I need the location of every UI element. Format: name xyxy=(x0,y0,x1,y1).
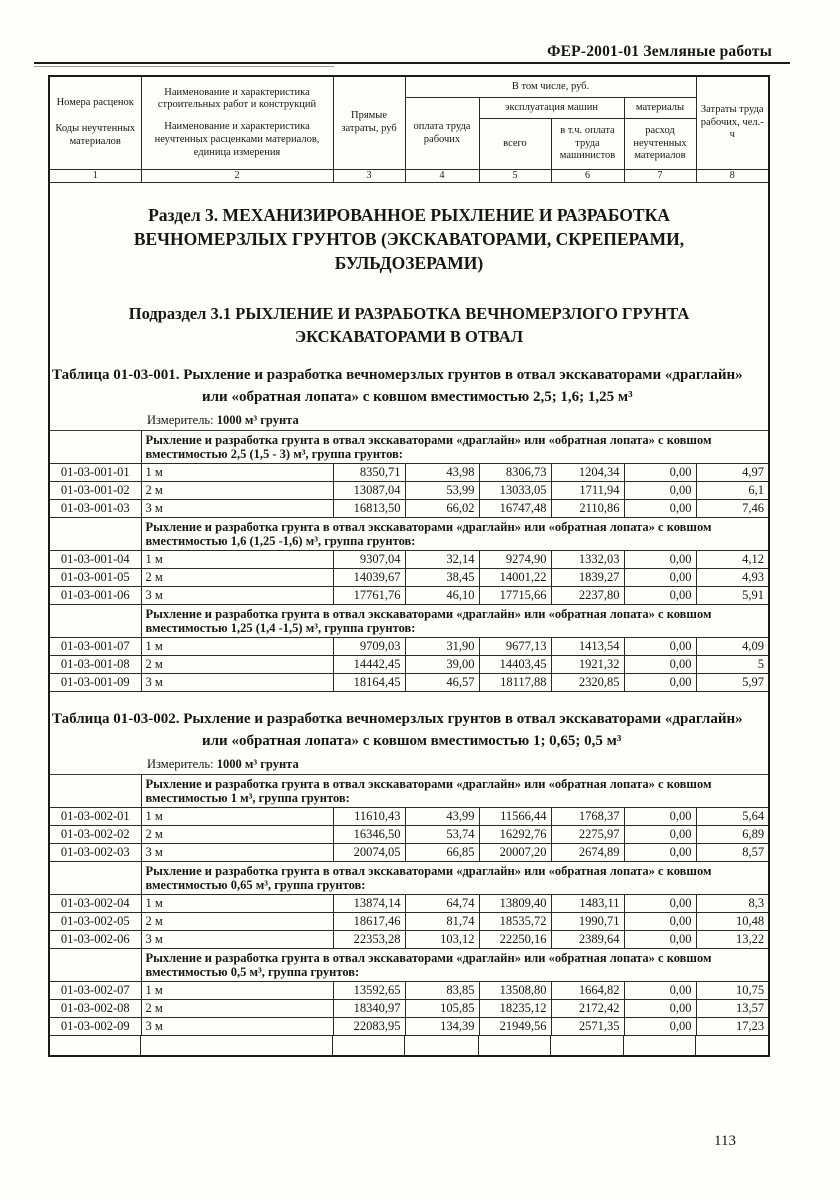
table-row xyxy=(50,999,768,1017)
empty-cell xyxy=(333,1036,405,1055)
rate-code: 01-03-001-03 xyxy=(50,499,141,517)
value-cell: 0,00 xyxy=(624,463,696,481)
empty-code-cell xyxy=(50,948,141,981)
value-cell: 0,00 xyxy=(624,481,696,499)
value-cell: 66,02 xyxy=(405,499,479,517)
row-name: 3 м xyxy=(141,673,333,691)
page-number: 113 xyxy=(714,1133,736,1149)
value-cell: 13508,80 xyxy=(479,981,551,999)
header-col-machinists-pay: в т.ч. оплата труда машинистов xyxy=(551,119,624,170)
column-number-2: 2 xyxy=(141,170,333,183)
group-description-row xyxy=(50,517,768,550)
value-cell: 43,99 xyxy=(405,807,479,825)
table-row xyxy=(50,894,768,912)
header-col-name xyxy=(141,77,333,170)
value-cell: 22083,95 xyxy=(333,1017,405,1035)
value-cell: 2571,35 xyxy=(551,1017,624,1035)
group-description: Рыхление и разработка грунта в отвал экскаваторами «драглайн» или «обратная лопата» с ковшом вместимостью 1 м³, группа грунтов: xyxy=(141,775,768,808)
column-number-7: 7 xyxy=(624,170,696,183)
value-cell: 2237,80 xyxy=(551,586,624,604)
table-row xyxy=(50,981,768,999)
header-col-labor: Затраты труда рабочих, чел.-ч xyxy=(696,77,768,170)
value-cell: 0,00 xyxy=(624,550,696,568)
row-name: 2 м xyxy=(141,655,333,673)
table-row xyxy=(50,655,768,673)
subsection-title: Подраздел 3.1 РЫХЛЕНИЕ И РАЗРАБОТКА ВЕЧНОМЕРЗЛОГО ГРУНТА ЭКСКАВАТОРАМИ В ОТВАЛ xyxy=(128,303,690,346)
value-cell: 13592,65 xyxy=(333,981,405,999)
group-description-row xyxy=(50,948,768,981)
value-cell: 16747,48 xyxy=(479,499,551,517)
header-col2-top: Наименование и характеристика строительных работ и конструкций xyxy=(157,86,317,111)
table-label: Таблица 01-03-002. xyxy=(52,710,180,727)
value-cell: 20074,05 xyxy=(333,843,405,861)
measurer-line xyxy=(50,756,768,775)
value-cell: 5,91 xyxy=(696,586,768,604)
table-row xyxy=(50,481,768,499)
measurer-label: Измеритель: xyxy=(147,756,214,771)
group-description-row xyxy=(50,431,768,464)
table-row xyxy=(50,463,768,481)
value-cell: 11566,44 xyxy=(479,807,551,825)
value-cell: 83,85 xyxy=(405,981,479,999)
rate-code: 01-03-002-06 xyxy=(50,930,141,948)
empty-code-cell xyxy=(50,861,141,894)
value-cell: 0,00 xyxy=(624,568,696,586)
value-cell: 8350,71 xyxy=(333,463,405,481)
rate-code: 01-03-002-07 xyxy=(50,981,141,999)
value-cell: 13087,04 xyxy=(333,481,405,499)
content-frame xyxy=(48,75,770,1057)
group-description: Рыхление и разработка грунта в отвал экскаваторами «драглайн» или «обратная лопата» с ковшом вместимостью 0,65 м³, группа грунтов: xyxy=(141,861,768,894)
rate-code: 01-03-001-01 xyxy=(50,463,141,481)
section-title: Раздел 3. МЕХАНИЗИРОВАННОЕ РЫХЛЕНИЕ И РАЗРАБОТКА ВЕЧНОМЕРЗЛЫХ ГРУНТОВ (ЭКСКАВАТОРАМИ, СКРЕПЕРАМИ, БУЛЬДОЗЕРАМИ) xyxy=(133,205,685,274)
value-cell: 81,74 xyxy=(405,912,479,930)
value-cell: 105,85 xyxy=(405,999,479,1017)
rate-code: 01-03-001-02 xyxy=(50,481,141,499)
table-row xyxy=(50,673,768,691)
row-name: 1 м xyxy=(141,807,333,825)
measurer-value: 1000 м³ грунта xyxy=(216,756,299,771)
value-cell: 2674,89 xyxy=(551,843,624,861)
row-name: 1 м xyxy=(141,981,333,999)
header-rule-secondary xyxy=(34,66,334,67)
value-cell: 6,89 xyxy=(696,825,768,843)
value-cell: 16346,50 xyxy=(333,825,405,843)
value-cell: 39,00 xyxy=(405,655,479,673)
row-name: 3 м xyxy=(141,1017,333,1035)
value-cell: 22250,16 xyxy=(479,930,551,948)
group-description: Рыхление и разработка грунта в отвал экскаваторами «драглайн» или «обратная лопата» с ковшом вместимостью 2,5 (1,5 - 3) м³, группа грунтов: xyxy=(141,431,768,464)
value-cell: 1990,71 xyxy=(551,912,624,930)
rate-code: 01-03-001-08 xyxy=(50,655,141,673)
value-cell: 6,1 xyxy=(696,481,768,499)
row-name: 2 м xyxy=(141,825,333,843)
table-title xyxy=(50,708,768,753)
value-cell: 9709,03 xyxy=(333,637,405,655)
table-row xyxy=(50,930,768,948)
empty-cell xyxy=(696,1036,768,1055)
value-cell: 8,57 xyxy=(696,843,768,861)
empty-cell xyxy=(479,1036,551,1055)
table-title-text: Рыхление и разработка вечномерзлых грунтов в отвал экскаваторами «драглайн» или «обратная лопата» с ковшом вместимостью 2,5; 1,6; 1,25 м³ xyxy=(183,366,743,406)
group-description: Рыхление и разработка грунта в отвал экскаваторами «драглайн» или «обратная лопата» с ковшом вместимостью 1,25 (1,4 -1,5) м³, группа грунтов: xyxy=(141,604,768,637)
rates-table-01-03-001 xyxy=(50,431,768,692)
column-number-4: 4 xyxy=(405,170,479,183)
group-description: Рыхление и разработка грунта в отвал экскаваторами «драглайн» или «обратная лопата» с ковшом вместимостью 0,5 м³, группа грунтов: xyxy=(141,948,768,981)
value-cell: 46,10 xyxy=(405,586,479,604)
column-header-table xyxy=(50,77,768,183)
value-cell: 22353,28 xyxy=(333,930,405,948)
table-title-text: Рыхление и разработка вечномерзлых грунтов в отвал экскаваторами «драглайн» или «обратная лопата» с ковшом вместимостью 1; 0,65; 0,5 м³ xyxy=(183,710,743,750)
value-cell: 21949,56 xyxy=(479,1017,551,1035)
value-cell: 0,00 xyxy=(624,912,696,930)
value-cell: 1413,54 xyxy=(551,637,624,655)
value-cell: 0,00 xyxy=(624,673,696,691)
table-block-01-03-002 xyxy=(50,692,768,1036)
value-cell: 0,00 xyxy=(624,655,696,673)
value-cell: 134,39 xyxy=(405,1017,479,1035)
header-col1-top: Номера расценок xyxy=(56,97,134,109)
value-cell: 8306,73 xyxy=(479,463,551,481)
header-col1-bottom: Коды неучтенных материалов xyxy=(55,123,136,147)
value-cell: 31,90 xyxy=(405,637,479,655)
value-cell: 2389,64 xyxy=(551,930,624,948)
table-label: Таблица 01-03-001. xyxy=(52,366,180,383)
table-row xyxy=(50,843,768,861)
value-cell: 17,23 xyxy=(696,1017,768,1035)
value-cell: 4,09 xyxy=(696,637,768,655)
empty-code-cell xyxy=(50,775,141,808)
header-in-total: В том числе, руб. xyxy=(405,77,696,98)
value-cell: 1768,37 xyxy=(551,807,624,825)
table-row xyxy=(50,499,768,517)
section-titles xyxy=(50,183,768,348)
value-cell: 64,74 xyxy=(405,894,479,912)
table-block-01-03-001 xyxy=(50,348,768,692)
table-row xyxy=(50,637,768,655)
table-title xyxy=(50,364,768,409)
row-name: 3 м xyxy=(141,586,333,604)
header-row-1 xyxy=(50,77,768,98)
rate-code: 01-03-002-03 xyxy=(50,843,141,861)
rate-code: 01-03-001-04 xyxy=(50,550,141,568)
document-running-header: ФЕР-2001-01 Земляные работы xyxy=(547,43,772,60)
header-materials-group: материалы xyxy=(624,98,696,119)
value-cell: 0,00 xyxy=(624,930,696,948)
column-number-1: 1 xyxy=(50,170,141,183)
value-cell: 9274,90 xyxy=(479,550,551,568)
value-cell: 0,00 xyxy=(624,1017,696,1035)
value-cell: 1921,32 xyxy=(551,655,624,673)
value-cell: 4,93 xyxy=(696,568,768,586)
row-name: 3 м xyxy=(141,843,333,861)
value-cell: 18535,72 xyxy=(479,912,551,930)
value-cell: 13033,05 xyxy=(479,481,551,499)
header-col-workers-pay: оплата труда рабочих xyxy=(405,98,479,170)
row-name: 2 м xyxy=(141,568,333,586)
value-cell: 14039,67 xyxy=(333,568,405,586)
value-cell: 2320,85 xyxy=(551,673,624,691)
value-cell: 1664,82 xyxy=(551,981,624,999)
empty-code-cell xyxy=(50,431,141,464)
value-cell: 5,97 xyxy=(696,673,768,691)
value-cell: 14403,45 xyxy=(479,655,551,673)
table-row xyxy=(50,825,768,843)
rates-table-01-03-002 xyxy=(50,775,768,1036)
rate-code: 01-03-002-01 xyxy=(50,807,141,825)
value-cell: 0,00 xyxy=(624,843,696,861)
header-col2-bottom: Наименование и характеристика неучтенных расценками материалов, единица измерения xyxy=(154,121,320,158)
value-cell: 1204,34 xyxy=(551,463,624,481)
value-cell: 11610,43 xyxy=(333,807,405,825)
value-cell: 13809,40 xyxy=(479,894,551,912)
header-rule xyxy=(34,62,790,64)
row-name: 3 м xyxy=(141,499,333,517)
value-cell: 0,00 xyxy=(624,586,696,604)
measurer-line xyxy=(50,412,768,431)
value-cell: 43,98 xyxy=(405,463,479,481)
empty-cell xyxy=(50,1036,141,1055)
rate-code: 01-03-001-09 xyxy=(50,673,141,691)
column-number-6: 6 xyxy=(551,170,624,183)
column-number-3: 3 xyxy=(333,170,405,183)
value-cell: 13,57 xyxy=(696,999,768,1017)
rate-code: 01-03-002-05 xyxy=(50,912,141,930)
value-cell: 4,97 xyxy=(696,463,768,481)
rate-code: 01-03-002-04 xyxy=(50,894,141,912)
row-name: 2 м xyxy=(141,481,333,499)
value-cell: 1483,11 xyxy=(551,894,624,912)
column-number-5: 5 xyxy=(479,170,551,183)
value-cell: 1332,03 xyxy=(551,550,624,568)
value-cell: 8,3 xyxy=(696,894,768,912)
empty-code-cell xyxy=(50,604,141,637)
rate-code: 01-03-002-02 xyxy=(50,825,141,843)
value-cell: 1839,27 xyxy=(551,568,624,586)
value-cell: 16292,76 xyxy=(479,825,551,843)
row-name: 2 м xyxy=(141,999,333,1017)
row-name: 2 м xyxy=(141,912,333,930)
header-col-materials-consumption: расход неучтенных материалов xyxy=(624,119,696,170)
value-cell: 0,00 xyxy=(624,894,696,912)
empty-cell xyxy=(141,1036,333,1055)
value-cell: 18235,12 xyxy=(479,999,551,1017)
value-cell: 14001,22 xyxy=(479,568,551,586)
table-row xyxy=(50,568,768,586)
measurer-label: Измеритель: xyxy=(147,412,214,427)
value-cell: 18617,46 xyxy=(333,912,405,930)
value-cell: 17715,66 xyxy=(479,586,551,604)
value-cell: 0,00 xyxy=(624,981,696,999)
value-cell: 9307,04 xyxy=(333,550,405,568)
table-row xyxy=(50,586,768,604)
row-name: 1 м xyxy=(141,550,333,568)
table-row xyxy=(50,1017,768,1035)
value-cell: 13874,14 xyxy=(333,894,405,912)
empty-cell xyxy=(551,1036,624,1055)
column-number-8: 8 xyxy=(696,170,768,183)
value-cell: 53,99 xyxy=(405,481,479,499)
value-cell: 0,00 xyxy=(624,825,696,843)
row-name: 1 м xyxy=(141,637,333,655)
value-cell: 10,48 xyxy=(696,912,768,930)
header-col-total: всего xyxy=(479,119,551,170)
group-description-row xyxy=(50,604,768,637)
value-cell: 32,14 xyxy=(405,550,479,568)
rate-code: 01-03-001-06 xyxy=(50,586,141,604)
group-description: Рыхление и разработка грунта в отвал экскаваторами «драглайн» или «обратная лопата» с ковшом вместимостью 1,6 (1,25 -1,6) м³, группа грунтов: xyxy=(141,517,768,550)
value-cell: 16813,50 xyxy=(333,499,405,517)
header-col-numbers xyxy=(50,77,141,170)
row-name: 1 м xyxy=(141,463,333,481)
value-cell: 0,00 xyxy=(624,637,696,655)
value-cell: 4,12 xyxy=(696,550,768,568)
rate-code: 01-03-002-08 xyxy=(50,999,141,1017)
value-cell: 7,46 xyxy=(696,499,768,517)
empty-cell xyxy=(405,1036,479,1055)
group-description-row xyxy=(50,861,768,894)
header-col-direct-costs: Прямые затраты, руб xyxy=(333,77,405,170)
value-cell: 17761,76 xyxy=(333,586,405,604)
rate-code: 01-03-001-05 xyxy=(50,568,141,586)
value-cell: 0,00 xyxy=(624,807,696,825)
value-cell: 5,64 xyxy=(696,807,768,825)
row-name: 3 м xyxy=(141,930,333,948)
value-cell: 0,00 xyxy=(624,999,696,1017)
column-numbers-row xyxy=(50,170,768,183)
value-cell: 18340,97 xyxy=(333,999,405,1017)
value-cell: 5 xyxy=(696,655,768,673)
value-cell: 2172,42 xyxy=(551,999,624,1017)
value-cell: 18117,88 xyxy=(479,673,551,691)
value-cell: 2275,97 xyxy=(551,825,624,843)
value-cell: 103,12 xyxy=(405,930,479,948)
value-cell: 53,74 xyxy=(405,825,479,843)
value-cell: 46,57 xyxy=(405,673,479,691)
rate-code: 01-03-002-09 xyxy=(50,1017,141,1035)
rate-code: 01-03-001-07 xyxy=(50,637,141,655)
value-cell: 38,45 xyxy=(405,568,479,586)
value-cell: 1711,94 xyxy=(551,481,624,499)
value-cell: 20007,20 xyxy=(479,843,551,861)
value-cell: 9677,13 xyxy=(479,637,551,655)
value-cell: 18164,45 xyxy=(333,673,405,691)
value-cell: 13,22 xyxy=(696,930,768,948)
table-row xyxy=(50,912,768,930)
row-name: 1 м xyxy=(141,894,333,912)
empty-cell xyxy=(624,1036,696,1055)
group-description-row xyxy=(50,775,768,808)
value-cell: 2110,86 xyxy=(551,499,624,517)
value-cell: 14442,45 xyxy=(333,655,405,673)
table-row xyxy=(50,550,768,568)
value-cell: 0,00 xyxy=(624,499,696,517)
value-cell: 10,75 xyxy=(696,981,768,999)
empty-code-cell xyxy=(50,517,141,550)
header-machines-group: эксплуатация машин xyxy=(479,98,624,119)
measurer-value: 1000 м³ грунта xyxy=(216,412,299,427)
value-cell: 66,85 xyxy=(405,843,479,861)
table-row xyxy=(50,807,768,825)
empty-rows-area xyxy=(50,1036,768,1055)
